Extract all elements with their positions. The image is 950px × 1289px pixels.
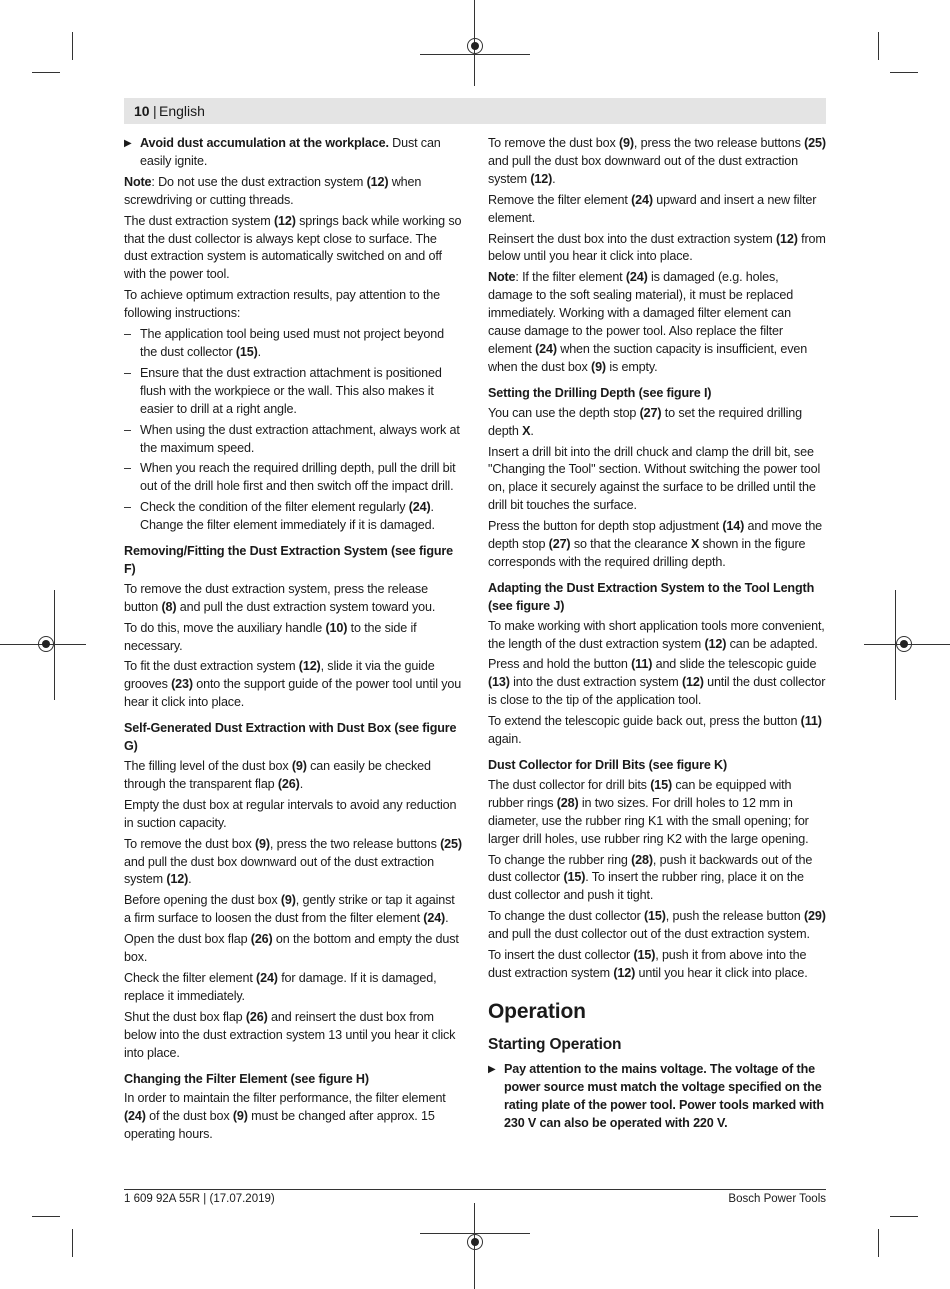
crop-mark xyxy=(878,32,879,60)
paragraph: To remove the dust box (9), press the two release buttons (25) and pull the dust box downward out of the dust extraction system (12). xyxy=(488,136,826,186)
paragraph: Open the dust box flap (26) on the bottom and empty the dust box. xyxy=(124,932,459,965)
list-item: – Ensure that the dust extraction attachment is positioned flush with the workpiece or the wall. This also makes it easier to drill at a right angle. xyxy=(124,365,462,419)
footer-date: (17.07.2019) xyxy=(209,1193,275,1205)
registration-target-icon xyxy=(467,38,483,54)
crop-mark xyxy=(72,1229,73,1257)
footer-brand: Bosch Power Tools xyxy=(728,1193,826,1205)
list-item: – When using the dust extraction attachment, always work at the maximum speed. xyxy=(124,422,462,458)
paragraph: The filling level of the dust box (9) can easily be checked through the transparent flap (26). xyxy=(124,759,431,791)
chapter-heading-operation: Operation xyxy=(488,999,586,1023)
warning-dust-accumulation: ▶ Avoid dust accumulation at the workplace. Dust can easily ignite. xyxy=(124,135,462,171)
section-heading: Dust Collector for Drill Bits (see figure K) xyxy=(488,758,728,772)
paragraph: Reinsert the dust box into the dust extraction system (12) from below until you hear it click into place. xyxy=(488,231,826,264)
section-heading: Changing the Filter Element (see figure H) xyxy=(124,1071,369,1086)
subheading-starting-operation: Starting Operation xyxy=(488,1035,622,1053)
header-language: English xyxy=(159,103,205,119)
footer-doc-info xyxy=(124,1192,275,1206)
footer-doc-number: 1 609 92A 55R xyxy=(124,1193,201,1205)
crop-mark xyxy=(890,1216,918,1217)
registration-line xyxy=(54,590,55,700)
paragraph: The dust extraction system (12) springs back while working so that the dust collector is always kept close to surface. The dust extraction system is automatically switched on and off with the power tool. xyxy=(124,213,462,282)
registration-target-icon xyxy=(467,1234,483,1250)
section-heading: Adapting the Dust Extraction System to the Tool Length (see figure J) xyxy=(488,580,815,613)
paragraph: To insert the dust collector (15), push it from above into the dust extraction system (12) until you hear it click into place. xyxy=(488,948,808,980)
page-header xyxy=(124,98,826,124)
paragraph: In order to maintain the filter performance, the filter element (24) of the dust box (9) must be changed after approx. 15 operating hours. xyxy=(124,1091,446,1142)
paragraph: To achieve optimum extraction results, pay attention to the following instructions: xyxy=(124,288,440,321)
registration-target-icon xyxy=(896,636,912,652)
paragraph: To change the rubber ring (28), push it backwards out of the dust collector (15). To insert the rubber ring, place it on the dust collector and push it tight. xyxy=(488,852,813,903)
section-heading: Removing/Fitting the Dust Extraction System (see figure F) xyxy=(124,544,454,576)
paragraph: Shut the dust box flap (26) and reinsert the dust box from below into the dust extraction system 13 until you hear it click into place. xyxy=(124,1009,456,1060)
section-heading: Setting the Drilling Depth (see figure I) xyxy=(488,385,712,400)
crop-mark xyxy=(890,72,918,73)
paragraph: Press and hold the button (11) and slide the telescopic guide (13) into the dust extraction system (12) until the dust collector is close to the tip of the application tool. xyxy=(488,657,826,708)
section-heading: Self-Generated Dust Extraction with Dust Box (see figure G) xyxy=(124,721,457,754)
left-column xyxy=(124,135,462,1147)
crop-mark xyxy=(32,72,60,73)
note-dust-extraction: Note: Do not use the dust extraction system (12) when screwdriving or cutting threads. xyxy=(124,174,422,207)
list-item: – The application tool being used must not project beyond the dust collector (15). xyxy=(124,326,462,362)
paragraph: To change the dust collector (15), push the release button (29) and pull the dust collector out of the dust extraction system. xyxy=(488,909,826,942)
paragraph: To do this, move the auxiliary handle (10) to the side if necessary. xyxy=(124,620,417,653)
header-separator: | xyxy=(153,103,157,119)
paragraph: Before opening the dust box (9), gently strike or tap it against a firm surface to loosen the dust from the filter element (24). xyxy=(124,893,455,926)
registration-target-icon xyxy=(38,636,54,652)
registration-line xyxy=(420,54,530,55)
crop-mark xyxy=(72,32,73,60)
paragraph: The dust collector for drill bits (15) can be equipped with rubber rings (28) in two sizes. For drill holes to 12 mm in diameter, use the rubber ring K1 with the small opening; for larger drill holes, use rubber ring K2 with the large opening. xyxy=(488,777,809,846)
paragraph: Insert a drill bit into the drill chuck and clamp the drill bit, see "Changing the Tool" section. Without switching the power tool on, place it securely against the surface to be drilled until the drill bit touches the surface. xyxy=(488,444,821,513)
list-item: – Check the condition of the filter element regularly (24). Change the filter element immediately if it is damaged. xyxy=(124,499,462,535)
paragraph: Check the filter element (24) for damage. If it is damaged, replace it immediately. xyxy=(124,970,437,1003)
paragraph: To extend the telescopic guide back out, press the button (11) again. xyxy=(488,714,822,747)
paragraph: Remove the filter element (24) upward and insert a new filter element. xyxy=(488,192,817,225)
paragraph: To remove the dust extraction system, press the release button (8) and pull the dust extraction system toward you. xyxy=(124,581,436,614)
crop-mark xyxy=(32,1216,60,1217)
paragraph: To make working with short application tools more convenient, the length of the dust extraction system (12) can be adapted. xyxy=(488,618,825,651)
paragraph: Press the button for depth stop adjustment (14) and move the depth stop (27) so that the clearance X shown in the figure corresponds with the required drilling depth. xyxy=(488,519,823,569)
paragraph: You can use the depth stop (27) to set the required drilling depth X. xyxy=(488,405,802,438)
paragraph: To fit the dust extraction system (12), slide it via the guide grooves (23) onto the support guide of the power tool until you hear it click into place. xyxy=(124,659,462,710)
warning-mains-voltage: ▶ Pay attention to the mains voltage. The voltage of the power source must match the voltage specified on the rating plate of the power tool. Power tools marked with 230 V can also be operated with 220 V. xyxy=(488,1061,826,1133)
paragraph: To remove the dust box (9), press the two release buttons (25) and pull the dust box downward out of the dust extraction system (12). xyxy=(124,836,462,887)
crop-mark xyxy=(878,1229,879,1257)
list-item: – When you reach the required drilling depth, pull the drill bit out of the drill hole first and then switch off the impact drill. xyxy=(124,460,462,496)
note-filter-damaged: Note: If the filter element (24) is damaged (e.g. holes, damage to the soft sealing material), it must be replaced immediately. Working with a damaged filter element can cause damage to the power tool. Also replace the filter element (24) when the suction capacity is insufficient, even when the dust box (9) is empty. xyxy=(488,270,808,374)
paragraph: Empty the dust box at regular intervals to avoid any reduction in suction capacity. xyxy=(124,797,457,830)
footer-rule xyxy=(124,1189,826,1190)
footer-separator: | xyxy=(203,1193,207,1205)
right-column xyxy=(488,135,826,1136)
page-number: 10 xyxy=(134,103,150,119)
